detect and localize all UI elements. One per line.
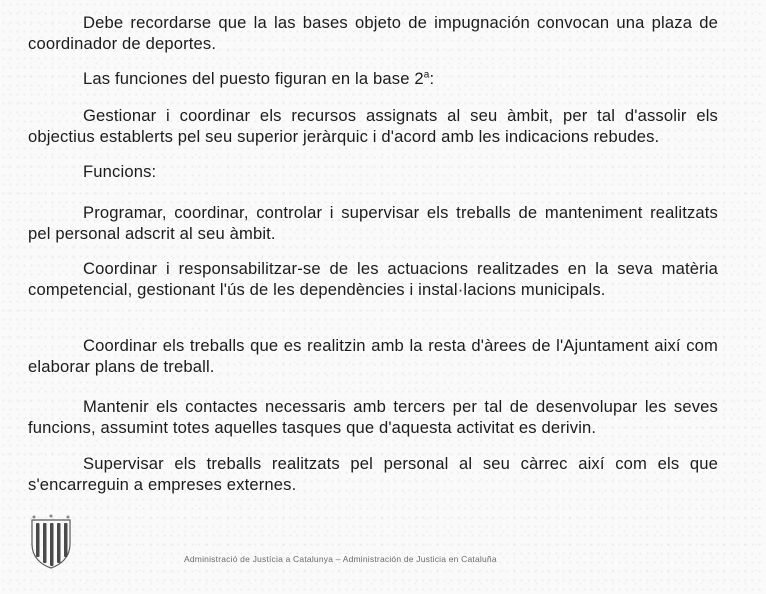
paragraph-function-coordinar-actuacions: Coordinar i responsabilitzar-se de les actuacions realitzades en la seva matèria competencial, gestionant l'ús de les dependències i instal·lacions municipals. xyxy=(28,259,718,299)
paragraph-function-supervisar: Supervisar els treballs realitzats pel personal al seu càrrec així com els que s'encarreguin a empreses externes. xyxy=(28,454,718,494)
base-reference-suffix: : xyxy=(429,69,435,88)
paragraph-objective: Gestionar i coordinar els recursos assignats al seu àmbit, per tal d'assolir els objectius establerts pel seu superior jeràrquic i d'acord amb les indicacions rebudes. xyxy=(28,106,718,146)
generalitat-seal-icon xyxy=(26,514,76,570)
paragraph-intro: Debe recordarse que la las bases objeto de impugnación convocan una plaza de coordinador de deportes. xyxy=(28,13,718,53)
paragraph-base-reference xyxy=(28,68,718,89)
paragraph-function-programar: Programar, coordinar, controlar i supervisar els treballs de manteniment realitzats pel personal adscrit al seu àmbit. xyxy=(28,203,718,243)
base-reference-text: Las funciones del puesto figuran en la base 2 xyxy=(83,69,424,88)
paragraph-function-coordinar-treballs: Coordinar els treballs que es realitzin amb la resta d'àrees de l'Ajuntament així com elaborar plans de treball. xyxy=(28,336,718,376)
paragraph-funcions-heading: Funcions: xyxy=(83,162,157,181)
paragraph-function-mantenir-contactes: Mantenir els contactes necessaris amb tercers per tal de desenvolupar les seves funcions, assumint totes aquelles tasques que d'aquesta activitat es derivin. xyxy=(28,397,718,437)
base-reference-superscript: a xyxy=(423,69,430,81)
footer-caption: Administració de Justícia a Catalunya – Administración de Justicia en Cataluña xyxy=(184,554,497,564)
